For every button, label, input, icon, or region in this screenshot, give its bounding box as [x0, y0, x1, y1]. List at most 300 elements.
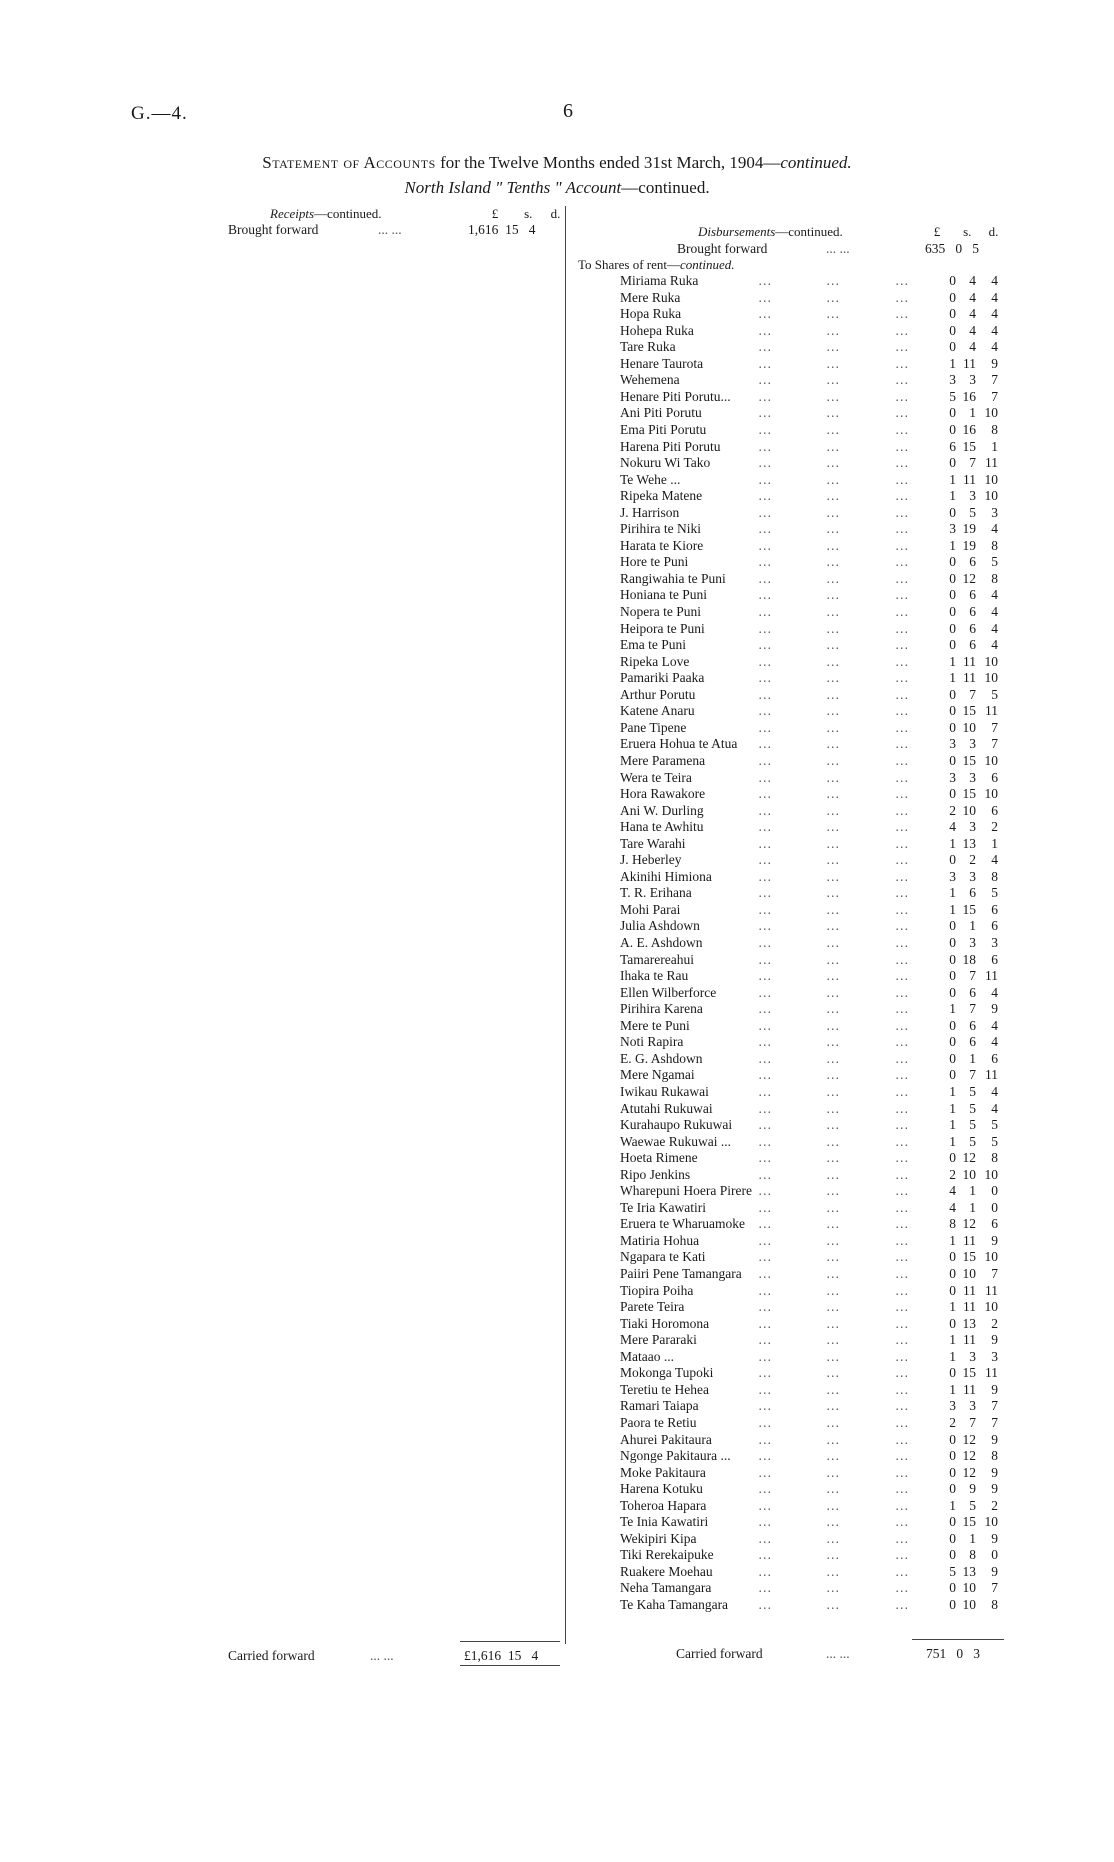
pounds-value: 0	[949, 1448, 956, 1464]
payee-name: Matiria Hohua	[620, 1232, 700, 1248]
payee-name: Hoeta Rimene	[620, 1150, 698, 1166]
pounds-value: 0	[949, 1481, 956, 1497]
shillings-value: 19	[962, 521, 976, 537]
shillings-value: 4	[969, 273, 976, 288]
shillings-value: 10	[962, 1266, 976, 1281]
leader-dots: …	[758, 289, 773, 305]
pounds-value: 2	[949, 802, 956, 818]
receipts-brought-value: 1,616 15 4	[468, 222, 536, 237]
leader-dots: …	[758, 885, 773, 901]
leader-dots: …	[826, 570, 841, 586]
pence-value: 10	[984, 1249, 998, 1265]
payee-name: Kurahaupo Rukuwai	[620, 1117, 733, 1133]
pounds-value: 6	[949, 438, 956, 454]
payee-name: J. Harrison	[620, 504, 680, 520]
pounds-value: 0	[949, 1017, 956, 1033]
leader-dots: …	[895, 1166, 910, 1182]
shillings-value: 13	[962, 1563, 976, 1579]
pence-value: 4	[991, 306, 998, 322]
leader-dots: …	[758, 1266, 773, 1281]
leader-dots: …	[895, 438, 910, 454]
leader-dots: …	[895, 1299, 910, 1315]
payee-name: Miriama Ruka	[620, 273, 699, 288]
leader-dots: …	[895, 819, 910, 835]
list-item	[620, 1266, 1000, 1283]
leader-dots: …	[826, 554, 841, 570]
leader-dots: …	[826, 405, 841, 421]
disbursements-brought-label: Brought forward	[677, 241, 768, 256]
pounds-value: 8	[949, 1216, 956, 1232]
pence-value: 8	[991, 1597, 998, 1612]
pence-value: 0	[991, 1547, 998, 1563]
leader-dots: …	[826, 1332, 841, 1348]
pounds-value: 1	[949, 670, 956, 686]
leader-dots: …	[758, 868, 773, 884]
leader-dots: …	[826, 703, 841, 719]
shillings-value: 5	[969, 1117, 976, 1133]
leader-dots: …	[758, 1083, 773, 1099]
leader-dots: …	[758, 1398, 773, 1414]
shillings-value: 15	[962, 786, 976, 802]
leader-dots: …	[826, 438, 841, 454]
leader-dots: …	[758, 421, 773, 437]
list-item	[620, 1067, 1000, 1084]
list-item	[620, 770, 1000, 787]
pounds-value: 1	[949, 471, 956, 487]
pence-value: 10	[984, 471, 998, 487]
shillings-value: 5	[969, 1100, 976, 1116]
shillings-value: 15	[962, 1514, 976, 1530]
leader-dots: …	[826, 306, 841, 322]
leader-dots: …	[826, 1050, 841, 1066]
payee-name: Eruera Hohua te Atua	[620, 736, 738, 752]
payee-name: Hora Rawakore	[620, 786, 706, 802]
shillings-value: 12	[962, 1464, 976, 1480]
disbursements-carried-forward	[676, 1646, 1006, 1662]
payee-name: Rangiwahia te Puni	[620, 570, 726, 586]
list-item	[620, 1349, 1000, 1366]
leader-dots: …	[826, 1266, 841, 1281]
pence-value: 9	[991, 1563, 998, 1579]
leader-dots: …	[758, 1249, 773, 1265]
payee-name: Mere Paramena	[620, 752, 706, 768]
leader-dots: …	[758, 1117, 773, 1133]
leader-dots: …	[895, 1282, 910, 1298]
pounds-value: 0	[949, 1150, 956, 1166]
leader-dots: …	[826, 719, 841, 735]
pence-value: 11	[985, 1282, 998, 1298]
shillings-value: 11	[963, 1381, 976, 1397]
list-item	[620, 339, 1000, 356]
leader-dots: …	[895, 703, 910, 719]
pounds-value: 0	[949, 405, 956, 421]
shillings-value: 11	[963, 471, 976, 487]
list-item	[620, 1051, 1000, 1068]
list-item	[620, 935, 1000, 952]
list-item	[620, 273, 1000, 290]
leader-dots: …	[758, 1563, 773, 1579]
pounds-value: 2	[949, 1414, 956, 1430]
pounds-value: 0	[949, 951, 956, 967]
leader-dots: …	[758, 488, 773, 504]
payee-name: Julia Ashdown	[620, 918, 700, 934]
title-prefix: Statement of Accounts	[262, 153, 436, 172]
list-item	[620, 521, 1000, 538]
pence-value: 4	[991, 1083, 998, 1099]
shillings-value: 6	[969, 1017, 976, 1033]
pounds-value: 0	[949, 935, 956, 950]
pounds-value: 1	[949, 537, 956, 553]
pounds-value: 0	[949, 504, 956, 520]
leader-dots: …	[758, 653, 773, 669]
leader-dots: …	[758, 1448, 773, 1464]
payee-name: Ripeka Matene	[620, 488, 703, 504]
leader-dots: …	[895, 339, 910, 355]
list-item	[620, 604, 1000, 621]
payee-name: Te Wehe ...	[620, 471, 681, 487]
shillings-value: 6	[969, 620, 976, 636]
shillings-value: 3	[969, 819, 976, 835]
payee-name: Waewae Rukuwai ...	[620, 1133, 731, 1149]
leader-dots: …	[826, 339, 841, 355]
pence-value: 11	[985, 703, 998, 719]
leader-dots: …	[895, 388, 910, 404]
receipts-carried-forward	[228, 1648, 568, 1664]
payee-name: Ruakere Moehau	[620, 1563, 713, 1579]
pounds-value: 1	[949, 488, 956, 504]
payee-name: Ngapara te Kati	[620, 1249, 706, 1265]
shillings-value: 13	[962, 835, 976, 851]
pence-value: 4	[991, 322, 998, 338]
leader-dots: …	[758, 1414, 773, 1430]
pence-value: 4	[991, 1100, 998, 1116]
pence-value: 6	[991, 769, 998, 785]
pounds-value: 1	[949, 1381, 956, 1397]
receipts-column-headers	[480, 206, 570, 222]
pence-value: 11	[985, 455, 998, 471]
pence-value: 6	[991, 1216, 998, 1232]
list-item	[620, 621, 1000, 638]
leader-dots: …	[895, 835, 910, 851]
pounds-value: 0	[949, 703, 956, 719]
pounds-value: 0	[949, 1249, 956, 1265]
receipts-carried-dots: ... ...	[370, 1648, 394, 1663]
leader-dots: …	[895, 670, 910, 686]
shillings-value: 6	[969, 587, 976, 603]
leader-dots: …	[758, 1597, 773, 1612]
shillings-value: 3	[969, 935, 976, 950]
leader-dots: …	[895, 1448, 910, 1464]
shillings-value: 7	[969, 968, 976, 984]
pounds-value: 0	[949, 918, 956, 934]
payee-name: Paora te Retiu	[620, 1414, 697, 1430]
pounds-value: 0	[949, 1530, 956, 1546]
pounds-value: 3	[949, 769, 956, 785]
list-item	[620, 306, 1000, 323]
shillings-value: 3	[969, 372, 976, 388]
shillings-value: 1	[969, 918, 976, 934]
pence-value: 7	[991, 372, 998, 388]
pence-value: 4	[991, 273, 998, 288]
pounds-value: 1	[949, 355, 956, 371]
disbursements-total-rule	[912, 1639, 1004, 1640]
pence-value: 4	[991, 339, 998, 355]
leader-dots: …	[826, 852, 841, 868]
pence-value: 1	[991, 438, 998, 454]
list-item	[620, 323, 1000, 340]
leader-dots: …	[758, 736, 773, 752]
leader-dots: …	[826, 604, 841, 619]
disbursements-column-headers	[922, 224, 1005, 240]
pounds-value: 0	[949, 637, 956, 653]
pence-value: 11	[985, 968, 998, 984]
list-item	[620, 1448, 1000, 1465]
leader-dots: …	[895, 1597, 910, 1612]
leader-dots: …	[826, 1563, 841, 1579]
leader-dots: …	[758, 1530, 773, 1546]
shillings-value: 4	[969, 289, 976, 305]
list-item	[620, 372, 1000, 389]
shillings-value: 1	[969, 1050, 976, 1066]
leader-dots: …	[826, 1547, 841, 1563]
leader-dots: …	[758, 1580, 773, 1596]
leader-dots: …	[826, 1183, 841, 1199]
payee-name: Neha Tamangara	[620, 1580, 712, 1596]
shillings-value: 6	[969, 637, 976, 653]
pence-value: 10	[984, 752, 998, 768]
shillings-value: 11	[963, 670, 976, 686]
leader-dots: …	[895, 1381, 910, 1397]
leader-dots: …	[758, 951, 773, 967]
list-item	[620, 637, 1000, 654]
leader-dots: …	[895, 306, 910, 322]
leader-dots: …	[758, 1133, 773, 1149]
leader-dots: …	[758, 273, 773, 288]
subtitle-account: North Island " Tenths " Account	[404, 178, 622, 197]
payee-name: Henare Taurota	[620, 355, 704, 371]
leader-dots: …	[826, 587, 841, 603]
payee-name: Nopera te Puni	[620, 604, 701, 619]
pounds-value: 0	[949, 1282, 956, 1298]
list-item	[620, 488, 1000, 505]
list-item	[620, 918, 1000, 935]
shillings-value: 11	[963, 1282, 976, 1298]
leader-dots: …	[895, 1514, 910, 1530]
leader-dots: …	[758, 1348, 773, 1364]
list-item	[620, 1150, 1000, 1167]
pounds-value: 0	[949, 604, 956, 619]
list-item	[620, 902, 1000, 919]
pounds-value: 0	[949, 339, 956, 355]
payee-name: Ema te Puni	[620, 637, 686, 653]
leader-dots: …	[826, 620, 841, 636]
shillings-value: 4	[969, 322, 976, 338]
pence-value: 7	[991, 1414, 998, 1430]
leader-dots: …	[895, 521, 910, 537]
shillings-value: 7	[969, 686, 976, 702]
receipts-heading-cont: —continued.	[314, 206, 382, 221]
pence-value: 10	[984, 1299, 998, 1315]
leader-dots: …	[895, 1216, 910, 1232]
leader-dots: …	[758, 455, 773, 471]
shillings-value: 5	[969, 1133, 976, 1149]
page-reference: G.—4.	[131, 103, 188, 124]
leader-dots: …	[758, 1315, 773, 1331]
receipts-total-underline	[460, 1665, 560, 1666]
pounds-value: 1	[949, 1497, 956, 1513]
leader-dots: …	[758, 1034, 773, 1050]
shillings-value: 15	[962, 752, 976, 768]
list-item	[620, 439, 1000, 456]
payee-name: Nokuru Wi Tako	[620, 455, 711, 471]
leader-dots: …	[758, 1017, 773, 1033]
pence-value: 2	[991, 1497, 998, 1513]
leader-dots: …	[826, 1216, 841, 1232]
payee-name: Paiiri Pene Tamangara	[620, 1266, 742, 1281]
payee-name: Tare Ruka	[620, 339, 676, 355]
pence-value: 10	[984, 670, 998, 686]
pounds-value: 1	[949, 1332, 956, 1348]
list-item	[620, 1183, 1000, 1200]
leader-dots: …	[895, 1150, 910, 1166]
leader-dots: …	[826, 686, 841, 702]
pounds-value: 0	[949, 455, 956, 471]
leader-dots: …	[826, 935, 841, 950]
payee-name: Mere Ruka	[620, 289, 681, 305]
shillings-value: 5	[969, 504, 976, 520]
leader-dots: …	[895, 504, 910, 520]
leader-dots: …	[895, 355, 910, 371]
list-item	[620, 687, 1000, 704]
leader-dots: …	[826, 1133, 841, 1149]
leader-dots: …	[826, 1166, 841, 1182]
leader-dots: …	[758, 322, 773, 338]
payee-name: T. R. Erihana	[620, 885, 692, 901]
leader-dots: …	[758, 339, 773, 355]
shillings-value: 1	[969, 1199, 976, 1215]
payee-name: Teretiu te Hehea	[620, 1381, 710, 1397]
leader-dots: …	[895, 852, 910, 868]
pence-value: 9	[991, 1381, 998, 1397]
receipts-carried-value: £1,616 15 4	[464, 1648, 539, 1663]
leader-dots: …	[826, 273, 841, 288]
shillings-value: 15	[962, 901, 976, 917]
pence-value: 5	[991, 1133, 998, 1149]
receipts-heading-label: Receipts	[270, 206, 315, 221]
shillings-value: 18	[962, 951, 976, 967]
receipts-col-shillings: s.	[524, 206, 533, 221]
leader-dots: …	[895, 1001, 910, 1017]
pence-value: 8	[991, 421, 998, 437]
pounds-value: 0	[949, 686, 956, 702]
leader-dots: …	[895, 1183, 910, 1199]
payee-name: Eruera te Wharuamoke	[620, 1216, 745, 1232]
disbursements-col-pound: £	[933, 224, 941, 239]
leader-dots: …	[826, 1398, 841, 1414]
leader-dots: …	[895, 1117, 910, 1133]
leader-dots: …	[826, 1464, 841, 1480]
leader-dots: …	[826, 835, 841, 851]
leader-dots: …	[758, 1481, 773, 1497]
leader-dots: …	[826, 1580, 841, 1596]
pounds-value: 0	[949, 1050, 956, 1066]
list-item	[620, 472, 1000, 489]
leader-dots: …	[826, 1348, 841, 1364]
payee-name: Akinihi Himiona	[620, 868, 712, 884]
list-item	[620, 786, 1000, 803]
list-item	[620, 869, 1000, 886]
pence-value: 6	[991, 1050, 998, 1066]
payee-name: Tamarereahui	[620, 951, 695, 967]
leader-dots: …	[826, 1150, 841, 1166]
disbursements-carried-dots: ... ...	[826, 1646, 850, 1661]
pence-value: 8	[991, 1150, 998, 1166]
pence-value: 10	[984, 786, 998, 802]
document-subtitle	[0, 178, 1114, 198]
pounds-value: 1	[949, 835, 956, 851]
list-item	[620, 885, 1000, 902]
pence-value: 3	[991, 504, 998, 520]
pounds-value: 1	[949, 1100, 956, 1116]
title-continued: continued.	[780, 153, 852, 172]
leader-dots: …	[826, 901, 841, 917]
payee-name: Ihaka te Rau	[620, 968, 689, 984]
shillings-value: 5	[969, 1497, 976, 1513]
leader-dots: …	[758, 769, 773, 785]
pounds-value: 0	[949, 554, 956, 570]
leader-dots: …	[826, 488, 841, 504]
pounds-value: 1	[949, 1133, 956, 1149]
leader-dots: …	[758, 1381, 773, 1397]
leader-dots: …	[826, 951, 841, 967]
leader-dots: …	[826, 1100, 841, 1116]
shares-continued: continued.	[679, 257, 735, 272]
pence-value: 5	[991, 686, 998, 702]
leader-dots: …	[758, 504, 773, 520]
leader-dots: …	[895, 918, 910, 934]
payee-name: Pirihira Karena	[620, 1001, 703, 1017]
shillings-value: 3	[969, 1348, 976, 1364]
pence-value: 10	[984, 1166, 998, 1182]
leader-dots: …	[895, 471, 910, 487]
leader-dots: …	[895, 935, 910, 950]
leader-dots: …	[895, 1199, 910, 1215]
leader-dots: …	[895, 1464, 910, 1480]
leader-dots: …	[826, 1597, 841, 1612]
pence-value: 3	[991, 1348, 998, 1364]
list-item	[620, 852, 1000, 869]
leader-dots: …	[826, 1083, 841, 1099]
payee-name: Ripeka Love	[620, 653, 690, 669]
pounds-value: 1	[949, 1348, 956, 1364]
list-item	[620, 1001, 1000, 1018]
leader-dots: …	[826, 1448, 841, 1464]
shillings-value: 15	[962, 1365, 976, 1381]
payee-name: Parete Teira	[620, 1299, 685, 1315]
shillings-value: 13	[962, 1315, 976, 1331]
pounds-value: 0	[949, 289, 956, 305]
list-item	[620, 654, 1000, 671]
shillings-value: 8	[969, 1547, 976, 1563]
pence-value: 4	[991, 1034, 998, 1050]
leader-dots: …	[758, 521, 773, 537]
document-title	[0, 153, 1114, 173]
leader-dots: …	[895, 322, 910, 338]
pounds-value: 0	[949, 1547, 956, 1563]
list-item	[620, 1531, 1000, 1548]
pounds-value: 1	[949, 1299, 956, 1315]
payee-name: Hopa Ruka	[620, 306, 682, 322]
